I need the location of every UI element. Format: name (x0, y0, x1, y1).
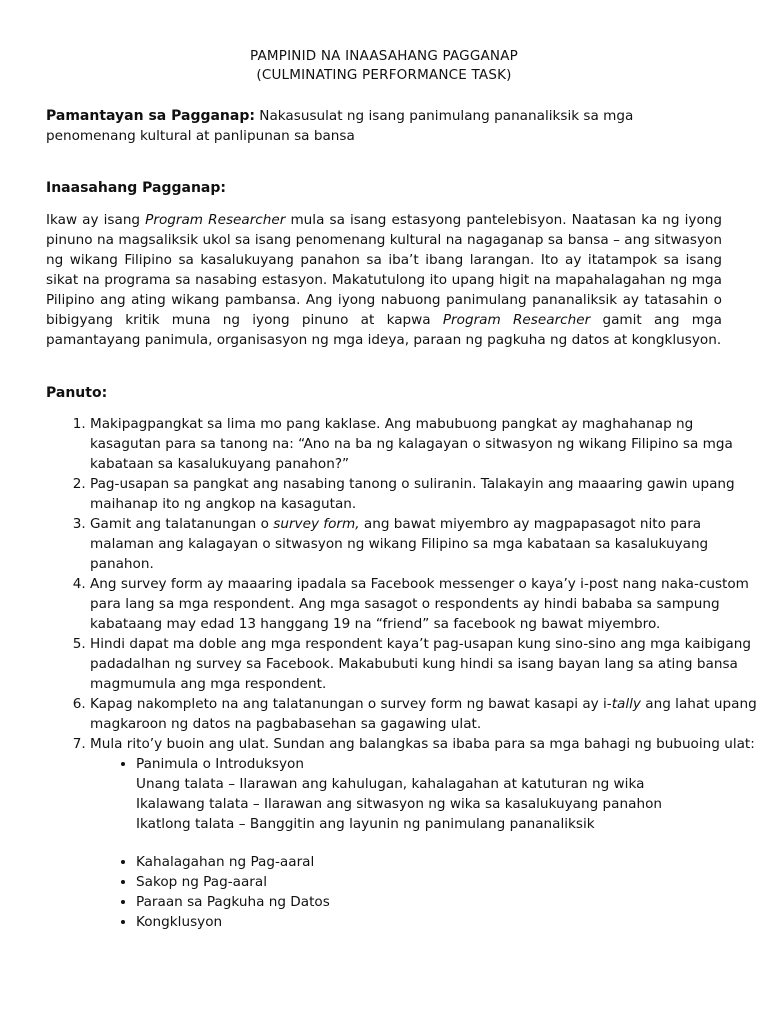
outline-item-5-text: Kongklusyon (136, 914, 223, 930)
expected-performance-heading: Inaasahang Pagganap: (46, 180, 226, 196)
list-item (90, 694, 766, 734)
performance-standard-label: Pamantayan sa Pagganap: (46, 108, 255, 124)
paragraph-text-2: mula sa isang estasyong pantelebisyon. Naatasan ka ng iyong pinuno na magsaliksik ukol sa isang penomenang kultural na nagaganap sa bansa – ang sitwasyon ng wikang Filipino sa kasalukuyang panahon sa iba’t ibang larangan. Ito ay itatampok sa isang sikat na programa sa nasabing estasyon. Makatutulong ito upang higit na mapahalagahan ng mga Pilipino ang ating wikang pambansa. Ang iyong nabuong panimulang pananaliksik ay tatasahin o bibigyang kritik muna ng iyong pinuno at kapwa (46, 212, 723, 328)
task-paragraph (46, 210, 722, 350)
outline-spacer (136, 834, 766, 852)
list-item (90, 734, 766, 932)
list-item (90, 634, 766, 694)
paragraph-role-italic-2: Program Researcher (442, 312, 591, 328)
report-outline (90, 754, 766, 932)
step-3-text-b: ang bawat miyembro ay magpapasagot nito para malaman ang kalagayan o sitwasyon ng wikang Filipino sa mga kabataan sa kasalukuyang panahon. (90, 516, 709, 572)
document-subtitle: (CULMINATING PERFORMANCE TASK) (256, 67, 512, 83)
step-3-text-a: Gamit ang talatanungan o (90, 516, 274, 532)
step-4-text: Ang survey form ay maaaring ipadala sa Facebook messenger o kaya’y i-post nang naka-custom para lang sa mga respondent. Ang mga sasagot o respondents ay hindi bababa sa sampung kabataang may edad 13 hanggang 19 na “friend” sa facebook ng bawat miyembro. (90, 576, 749, 632)
outline-item-introduction (136, 754, 766, 852)
document-title: PAMPINID NA INAASAHANG PAGGANAP (250, 48, 518, 64)
outline-item-methodology (136, 892, 766, 912)
outline-intro-label: • Panimula o Introduksyon (136, 756, 304, 772)
outline-intro-sub-2: Ikalawang talata – Ilarawan ang sitwasyon ng wika sa kasalukuyang panahon (136, 796, 663, 812)
paragraph-role-italic-1: Program Researcher (145, 212, 286, 228)
step-2-text: Pag-usapan sa pangkat ang nasabing tanong o suliranin. Talakayin ang maaaring gawin upang maihanap ito ng angkop na kasagutan. (90, 476, 735, 512)
step-1-text: Makipagpangkat sa lima mo pang kaklase. Ang mabubuong pangkat ay maghahanap ng kasagutan para sa tanong na: “Ano na ba ng kalagayan o sitwasyon ng wikang Filipino sa mga kabataan sa kasalukuyang panahon?” (90, 416, 733, 472)
list-item (90, 474, 766, 514)
instructions-list (46, 414, 766, 932)
step-5-text: Hindi dapat ma doble ang mga respondent kaya’t pag-usapan kung sino-sino ang mga kaibigang padadalhan ng survey sa Facebook. Makabubuti kung hindi sa isang bayan lang sa ating bansa magmumula ang mga respondent. (90, 636, 752, 692)
outline-item-conclusion (136, 912, 766, 932)
outline-intro-sub-1: Unang talata – Ilarawan ang kahulugan, kahalagahan at katuturan ng wika (136, 776, 645, 792)
outline-item-scope (136, 872, 766, 892)
paragraph-text-3: gamit ang mga pamantayang panimula, organisasyon ng mga ideya, paraan ng pagkuha ng datos at kongklusyon. (46, 312, 722, 348)
list-item (90, 514, 766, 574)
outline-item-importance (136, 852, 766, 872)
step-7-text: Mula rito’y buoin ang ulat. Sundan ang balangkas sa ibaba para sa mga bahagi ng bubuoing ulat: (90, 736, 755, 752)
step-3-italic: survey form, (273, 516, 360, 532)
paragraph-text-1: Ikaw ay isang (46, 212, 146, 228)
outline-item-4-text: Paraan sa Pagkuha ng Datos (136, 894, 330, 910)
performance-standard-text: Nakasusulat ng isang panimulang pananaliksik sa mga penomenang kultural at panlipunan sa bansa (46, 108, 634, 144)
outline-item-3-text: Sakop ng Pag-aaral (136, 874, 267, 890)
list-item (90, 414, 766, 474)
step-6-text-a: Kapag nakompleto na ang talatanungan o survey form ng bawat kasapi ay i- (90, 696, 612, 712)
step-6-italic: tally (611, 696, 641, 712)
outline-intro-sub-3: Ikatlong talata – Banggitin ang layunin ng panimulang pananaliksik (136, 816, 595, 832)
performance-standard (46, 106, 722, 146)
instructions-heading: Panuto: (46, 385, 108, 401)
outline-item-2-text: Kahalagahan ng Pag-aaral (136, 854, 315, 870)
step-6-text-b: ang lahat upang magkaroon ng datos na pagbabasehan sa gagawing ulat. (90, 696, 757, 732)
list-item (90, 574, 766, 634)
